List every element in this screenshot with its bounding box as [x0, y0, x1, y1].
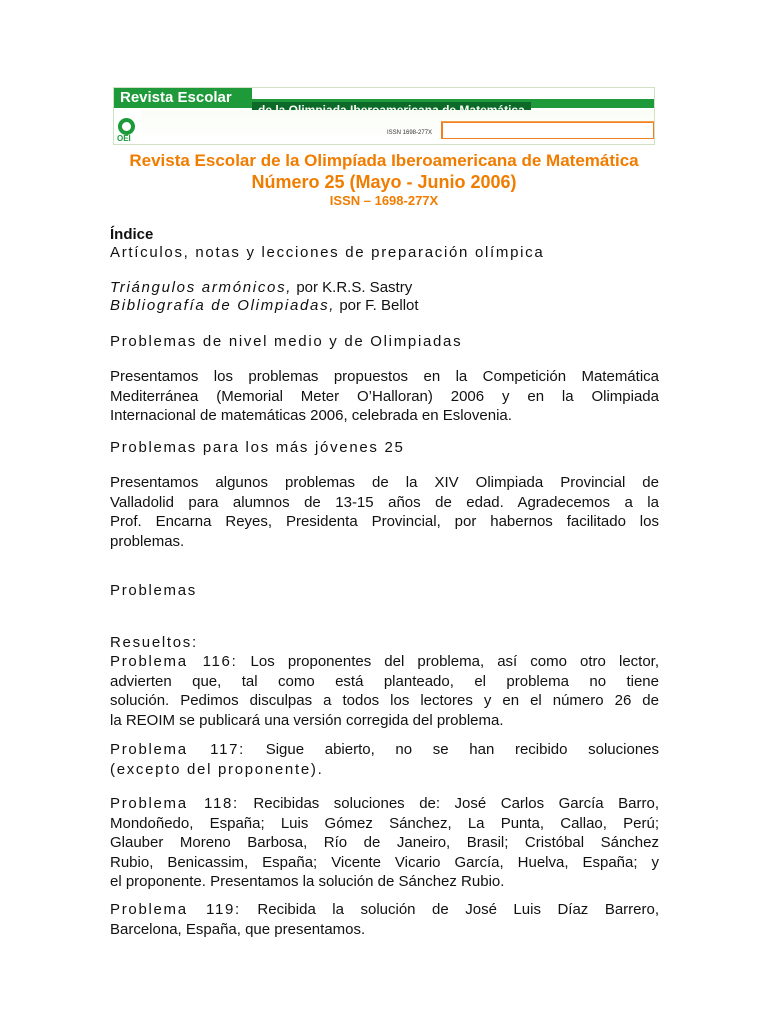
paragraph-line: Prof. Encarna Reyes, Presidenta Provincial, por habernos facilitado los	[110, 513, 659, 530]
problem-118-label: Problema 118:	[110, 795, 239, 812]
paragraph-line: Presentamos algunos problemas de la XIV Olimpiada Provincial de	[110, 474, 659, 491]
paragraph-line: problemas.	[110, 532, 185, 550]
oei-logo-text: OEI	[117, 134, 131, 143]
paragraph-line	[110, 740, 659, 760]
paragraph-line: (excepto del proponente).	[110, 760, 324, 778]
problem-118	[110, 794, 659, 892]
paragraph-line: Barcelona, España, que presentamos.	[110, 920, 366, 938]
journal-banner	[113, 87, 655, 145]
problem-119-text: Recibida la solución de José Luis Díaz Barrero,	[240, 901, 659, 918]
oei-logo-icon	[118, 118, 135, 135]
paragraph-line: Rubio, Benicassim, España; Vicente Vicario García, Huelva, España; y	[110, 853, 659, 871]
issn: ISSN – 1698-277X	[329, 193, 439, 208]
index-heading: Índice	[110, 226, 154, 243]
paragraph-line: Presentamos los problemas propuestos en la Competición Matemática	[110, 368, 659, 385]
section-articles: Artículos, notas y lecciones de preparación olímpica	[110, 244, 545, 261]
section-problemas-jovenes: Problemas para los más jóvenes 25	[110, 439, 405, 456]
banner-issn: ISSN 1698-277X	[387, 130, 433, 136]
problem-119	[110, 900, 659, 939]
section-problemas-nivel-medio: Problemas de nivel medio y de Olimpiadas	[110, 333, 463, 350]
paragraph-line: Mediterránea (Memorial Meter O’Halloran) 2006 y en la Olimpiada	[110, 387, 659, 405]
resueltos-label: Resueltos:	[110, 634, 198, 651]
journal-title: Revista Escolar de la Olimpíada Iberoamericana de Matemática	[129, 151, 639, 170]
paragraph-line: advierten que, tal como está planteado, el problema no tiene	[110, 672, 659, 690]
article-2	[110, 296, 659, 316]
problem-116-text: Los proponentes del problema, así como otro lector,	[237, 653, 660, 670]
section-problemas: Problemas	[110, 582, 197, 599]
paragraph-line: Mondoñedo, España; Luis Gómez Sánchez, La Punta, Callao, Perú;	[110, 814, 659, 832]
paragraph-line: Internacional de matemáticas 2006, celebrada en Eslovenia.	[110, 407, 512, 424]
banner-orange-box	[441, 122, 654, 139]
paragraph-line: solución. Pedimos disculpas a todos los lectores y en el número 26 de	[110, 692, 659, 709]
paragraph-line	[110, 652, 659, 672]
article-1	[110, 278, 659, 298]
problem-116-label: Problema 116:	[110, 653, 238, 670]
banner-title: Revista Escolar	[120, 89, 232, 106]
problem-119-label: Problema 119:	[110, 901, 241, 918]
problem-117-text: Sigue abierto, no se han recibido soluciones	[245, 741, 660, 758]
problem-117	[110, 740, 659, 779]
paragraph-line: Valladolid para alumnos de 13-15 años de edad. Agradecemos a la	[110, 493, 659, 511]
issue-number: Número 25 (Mayo - Junio 2006)	[251, 172, 517, 192]
paragraph-line	[110, 900, 659, 920]
paragraph-line	[110, 794, 659, 814]
article-1-title: Triángulos armónicos,	[110, 279, 293, 296]
section-2-paragraph	[110, 367, 659, 426]
article-2-author: por F. Bellot	[335, 297, 419, 314]
article-1-author: por K.R.S. Sastry	[292, 279, 413, 296]
section-3-paragraph	[110, 473, 659, 551]
paragraph-line: Glauber Moreno Barbosa, Río de Janeiro, Brasil; Cristóbal Sánchez	[110, 834, 659, 851]
banner-title-block	[114, 88, 252, 108]
problem-118-text: Recibidas soluciones de: José Carlos García Barro,	[238, 795, 659, 812]
problem-117-label: Problema 117:	[110, 741, 246, 758]
paragraph-line: el proponente. Presentamos la solución de Sánchez Rubio.	[110, 873, 505, 890]
problem-116	[110, 652, 659, 730]
article-2-title: Bibliografía de Olimpiadas,	[110, 297, 336, 314]
paragraph-line: la REOIM se publicará una versión corregida del problema.	[110, 711, 504, 729]
